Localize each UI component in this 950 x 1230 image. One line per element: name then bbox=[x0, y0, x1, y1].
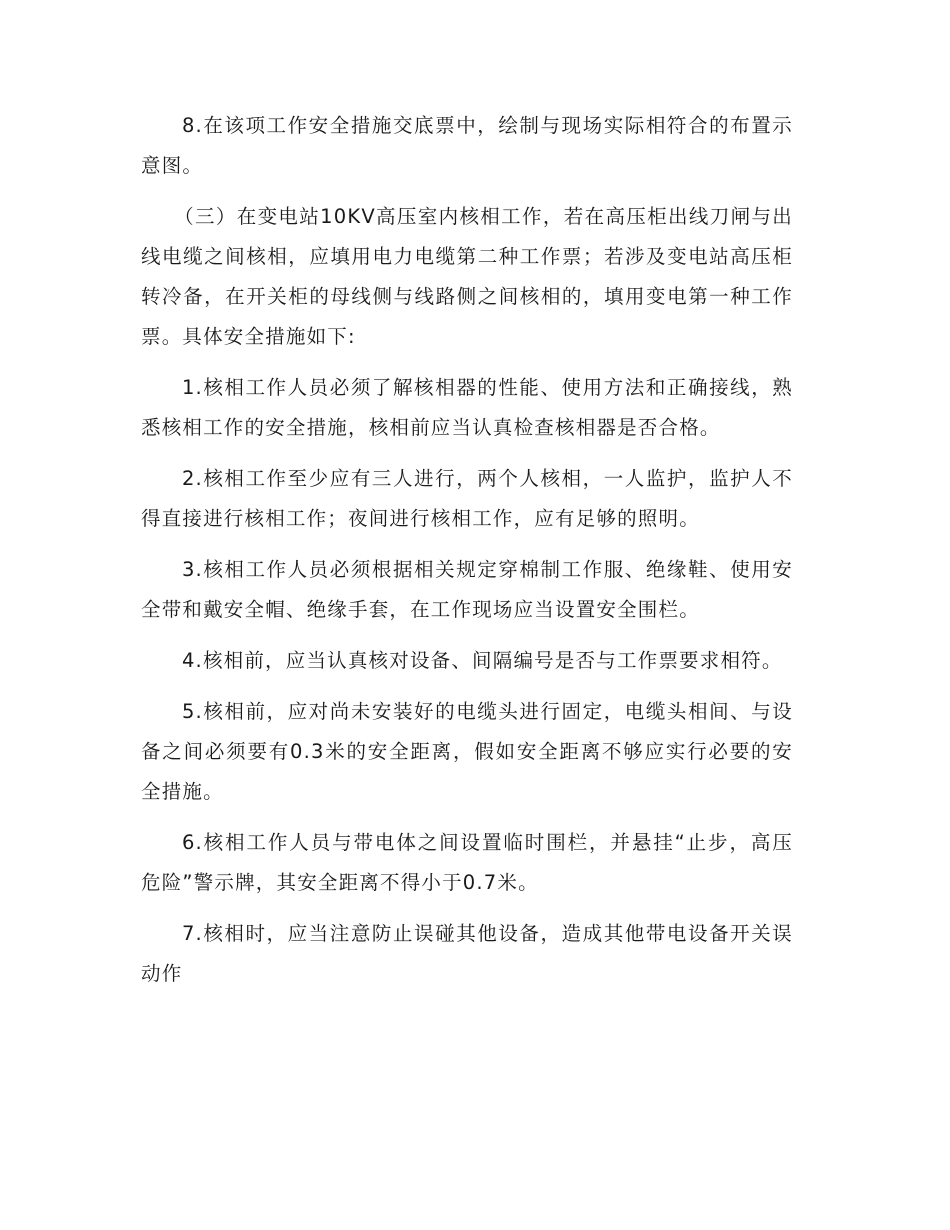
paragraph-item-6: 6.核相工作人员与带电体之间设置临时围栏，并悬挂“止步，高压危险”警示牌，其安全距离不得小于0.7米。 bbox=[141, 831, 793, 894]
document-body bbox=[141, 106, 793, 1005]
paragraph-item-8: 8.在该项工作安全措施交底票中，绘制与现场实际相符合的布置示意图。 bbox=[141, 114, 793, 177]
paragraph-section-three: （三）在变电站10KV高压室内核相工作，若在高压柜出线刀闸与出线电缆之间核相，应填用电力电缆第二种工作票；若涉及变电站高压柜转冷备，在开关柜的母线侧与线路侧之间核相的，填用变电第一种工作票。具体安全措施如下: bbox=[141, 205, 793, 348]
paragraph-item-7: 7.核相时，应当注意防止误碰其他设备，造成其他带电设备开关误动作 bbox=[141, 922, 793, 985]
paragraph-item-2: 2.核相工作至少应有三人进行，两个人核相，一人监护，监护人不得直接进行核相工作；夜间进行核相工作，应有足够的照明。 bbox=[141, 467, 793, 530]
paragraph-item-3: 3.核相工作人员必须根据相关规定穿棉制工作服、绝缘鞋、使用安全带和戴安全帽、绝缘手套，在工作现场应当设置安全围栏。 bbox=[141, 558, 793, 621]
paragraph-item-5: 5.核相前，应对尚未安装好的电缆头进行固定，电缆头相间、与设备之间必须要有0.3米的安全距离，假如安全距离不够应实行必要的安全措施。 bbox=[141, 700, 793, 803]
paragraph-item-1: 1.核相工作人员必须了解核相器的性能、使用方法和正确接线，熟悉核相工作的安全措施，核相前应当认真检查核相器是否合格。 bbox=[141, 376, 793, 439]
paragraph-item-4: 4.核相前，应当认真核对设备、间隔编号是否与工作票要求相符。 bbox=[181, 649, 783, 672]
